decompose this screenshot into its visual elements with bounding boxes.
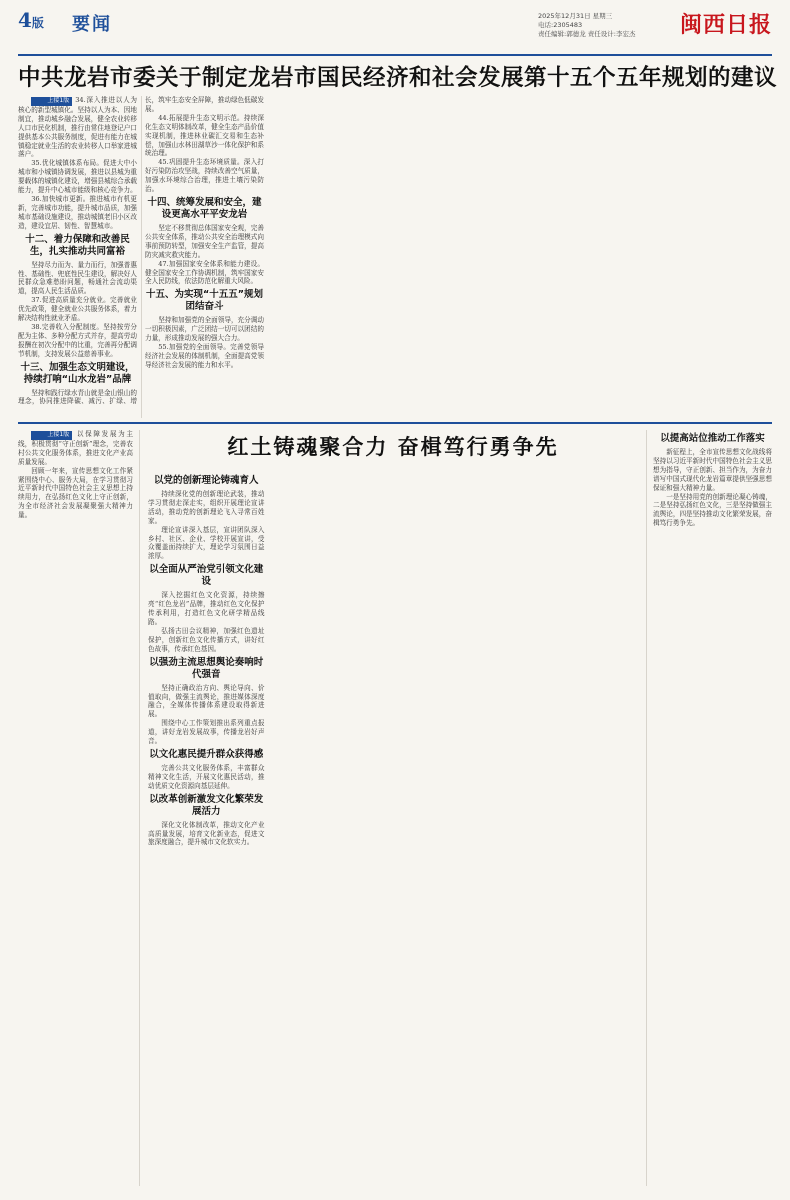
article-2-paragraph: 坚持正确政治方向、舆论导向、价值取向，做强主流舆论，推进媒体深度融合，全媒体传播体系建设取得新进展。 (148, 683, 265, 719)
article-1-paragraph: 44.拓展提升生态文明示范。持续深化生态文明体制改革，健全生态产品价值实现机制，推进林业碳汇交易和生态补偿，加强山水林田湖草沙一体化保护和系统治理。 (145, 113, 264, 158)
article-2-paragraph: 理论宣讲深入基层，宣讲团队深入乡村、社区、企业、学校开展宣讲，受众覆盖面持续扩大，理论学习氛围日益浓厚。 (148, 525, 265, 561)
article-2-right-column (646, 430, 772, 1186)
continued-tag: 上接1版 (31, 97, 72, 106)
article-1-paragraph: 坚定不移贯彻总体国家安全观，完善公共安全体系，推动公共安全治理模式向事前预防转型，加强安全生产监管，提高防灾减灾救灾能力。 (145, 223, 264, 259)
newspaper-logo: 闽西日报 (680, 12, 773, 38)
article-2-paragraph: 上接1版 以保障发展为主线，积极贯彻“守正创新”理念，完善农村公共文化服务体系，推进文化产业高质量发展。 (18, 430, 133, 466)
article-1-subhead-14: 十四、统筹发展和安全，建设更高水平平安龙岩 (147, 196, 262, 220)
article-1-paragraph: 36.加快城市更新。推进城市有机更新，完善城市功能，提升城市品质，加强城市基础设施建设，推动城镇老旧小区改造，建设宜居、韧性、智慧城市。 (18, 194, 137, 230)
section-divider (18, 422, 772, 424)
article-1-paragraph: 上接1版 34.深入推进以人为核心的新型城镇化。坚持以人为本、因地制宜，推动城乡融合发展，健全农业转移人口市民化机制，推行由常住地登记户口提供基本公共服务制度，促进有能力在城镇稳定就业生活的农业转移人口举家进城落户。 (18, 96, 137, 159)
article-1-paragraph: 37.促进高质量充分就业。完善就业优先政策，健全就业公共服务体系，着力解决结构性就业矛盾。 (18, 296, 137, 323)
section-title: 要闻 (72, 14, 112, 35)
article-1-paragraph: 45.巩固提升生态环境质量。深入打好污染防治攻坚战，持续改善空气质量，加强水环境综合治理，推进土壤污染防治。 (145, 158, 264, 194)
article-2-paragraph: 一是坚持用党的创新理论凝心铸魂，二是坚持弘扬红色文化，三是坚持做强主流舆论，四是坚持推动文化繁荣发展，奋楫笃行勇争先。 (653, 492, 772, 528)
article-1-subhead-13: 十三、加强生态文明建设，持续打响“山水龙岩”品牌 (20, 361, 135, 385)
article-1-body (18, 96, 772, 418)
article-1-headline: 中共龙岩市委关于制定龙岩市国民经济和社会发展第十五个五年规划的建议 (18, 65, 778, 91)
issue-date: 2025年12月31日 星期三 (538, 12, 613, 20)
article-2-subhead: 以提高站位推动工作落实 (660, 433, 765, 444)
masthead (18, 6, 772, 56)
continued-tag: 上接1版 (31, 431, 72, 440)
article-2-lead-column (18, 430, 140, 1186)
article-2-headline: 红土铸魂聚合力 奋楫笃行勇争先 (227, 434, 559, 459)
article-1-subhead-12: 十二、着力保障和改善民生，扎实推动共同富裕 (25, 233, 130, 257)
article-2-paragraph: 深入挖掘红色文化资源，持续擦亮“红色龙岩”品牌，推动红色文化保护传承利用，打造红色文化研学精品线路。 (148, 591, 265, 626)
article-1-paragraph: 坚持和践行绿水青山就是金山银山的理念，协同推进降碳、减污、扩绿、增长，筑牢生态安全屏障，推动绿色低碳发展。 (18, 96, 264, 406)
article-1-paragraph: 38.完善收入分配制度。坚持按劳分配为主体、多种分配方式并存，提高劳动报酬在初次分配中的比重，完善再分配调节机制，支持发展公益慈善事业。 (18, 322, 137, 358)
article-2-paragraph: 深化文化体制改革，推动文化产业高质量发展，培育文化新业态，促进文旅深度融合，提升城市文化软实力。 (148, 820, 265, 847)
contact-phone: 电话:2305483 (538, 21, 583, 29)
article-1-paragraph: 坚持尽力而为、量力而行，加强普惠性、基础性、兜底性民生建设，解决好人民群众急难愁盼问题，畅通社会流动渠道，提高人民生活品质。 (18, 260, 137, 296)
article-1-paragraph: 坚持和加强党的全面领导，充分调动一切积极因素，广泛团结一切可以团结的力量，形成推动发展的强大合力。 (145, 316, 264, 343)
article-2-paragraph: 围绕中心工作策划推出系列重点报道，讲好龙岩发展故事，传播龙岩好声音。 (148, 719, 265, 746)
article-2-subhead: 以党的创新理论铸魂育人 (153, 475, 259, 486)
article-2-paragraph: 回顾一年来，宣传思想文化工作紧紧围绕中心、服务大局，在学习贯彻习近平新时代中国特色社会主义思想上持续用力，在弘扬红色文化上守正创新，为全市经济社会发展凝聚强大精神力量。 (18, 466, 133, 520)
article-2 (18, 430, 772, 1186)
article-1-paragraph: 35.优化城镇体系布局。促进大中小城市和小城镇协调发展，推进以县城为重要载体的城镇化建设，增强县城综合承载能力，提升中心城市能级和核心竞争力。 (18, 159, 137, 195)
masthead-meta (538, 12, 635, 39)
article-1-paragraph: 47.加强国家安全体系和能力建设。健全国家安全工作协调机制，筑牢国家安全人民防线，依法防范化解重大风险。 (145, 259, 264, 286)
article-2-paragraph: 持续深化党的创新理论武装，推动学习贯彻走深走实，组织开展理论宣讲活动，推动党的创新理论飞入寻常百姓家。 (148, 490, 265, 525)
article-2-subhead: 以强劲主流思想舆论奏响时代强音 (149, 656, 264, 680)
article-2-subhead: 以全面从严治党引领文化建设 (149, 564, 264, 588)
article-2-paragraph: 新征程上，全市宣传思想文化战线将坚持以习近平新时代中国特色社会主义思想为指导，守正创新、担当作为，为奋力谱写中国式现代化龙岩篇章提供坚强思想保证和强大精神力量。 (653, 448, 772, 492)
page-suffix: 版 (31, 16, 44, 30)
page-number: 4版 (18, 8, 44, 32)
article-2-title-block (148, 430, 638, 470)
article-1-paragraph: 55.加强党的全面领导。完善党领导经济社会发展的体制机制，全面提高党领导经济社会发展的能力和水平。 (145, 343, 264, 369)
article-2-subhead: 以文化惠民提升群众获得感 (149, 748, 264, 760)
article-2-body (148, 472, 638, 1186)
article-2-paragraph: 弘扬古田会议精神，加强红色遗址保护，创新红色文化传播方式，讲好红色故事，传承红色基因。 (148, 626, 265, 653)
article-1-subhead-15: 十五、为实现“十五五”规划团结奋斗 (146, 289, 263, 313)
article-2-subhead: 以改革创新激发文化繁荣发展活力 (149, 793, 264, 817)
editor-credits: 责任编辑:郭德龙 责任设计:李宏杰 (538, 30, 636, 38)
article-2-paragraph: 完善公共文化服务体系，丰富群众精神文化生活，开展文化惠民活动，推动优质文化资源向基层延伸。 (148, 763, 265, 790)
